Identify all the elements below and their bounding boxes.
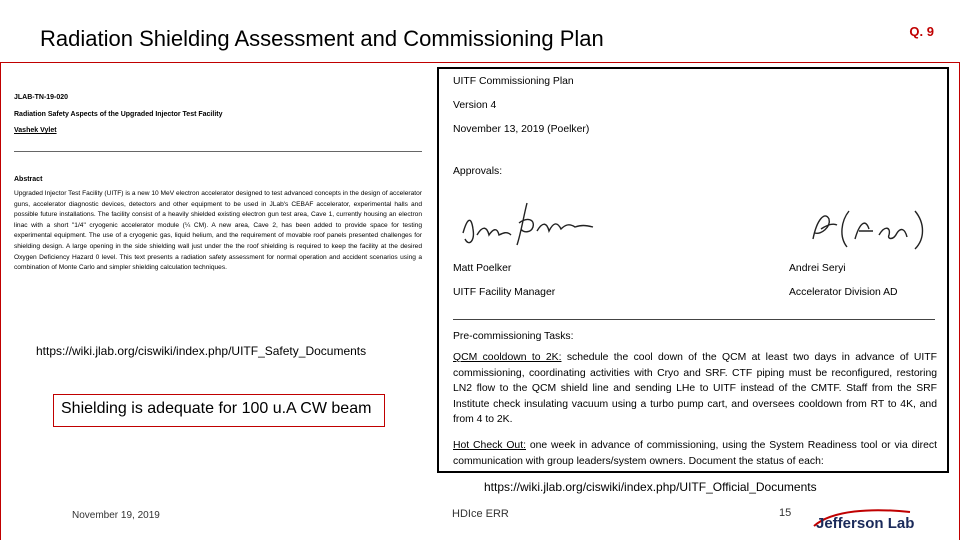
commissioning-plan-image: [437, 67, 949, 473]
abstract-text: Upgraded Injector Test Facility (UITF) is a new 10 MeV electron accelerator designed to test advanced concepts in the design of accelerator guns, accelerator diagnostic devices, detectors and other equipment to be used in JLab's CEBAF accelerator, experimental halls and possible future installations. The facility consist of a heavily shielded existing electron gun test area, Cave 1, currently housing an electron linac with a short "1/4" cryogenic accelerator module (¼ CM). A new area, Cave 2, has been added to provide space for testing experimental equipment. The use of a cryogenic gas, liquid helium, and the requirement of movable roof panels presented challenges for shielding design. A large opening in the side shielding wall just under the the roof shielding is required to keep the facility at the desired Oxygen Deficiency Hazard 0 level. This text presents a radiation safety assessment for normal operation and accident scenarios using a combination of Monte Carlo and simpler shielding calculation techniques.: [14, 190, 422, 272]
tasks-label: Pre-commissioning Tasks:: [453, 331, 574, 342]
tech-note-author: Vashek Vylet: [14, 127, 57, 134]
approver-titles: [453, 287, 947, 301]
signature-row: [453, 189, 947, 267]
task-hot-check-out: [453, 438, 937, 469]
task1-text: schedule the cool down of the QCM at least two days in advance of UITF commissioning, coordinating activities with Cryo and SRF. CTF piping must be reconfigured, restoring LN2 flow to the QCM shield line and sending LHe to UITF instead of the CMTF. Staff from the SRF Institute check insulating vacuum using a turbo pump cart, and oversees cooldown from RT to 4K, and from 4 to 2K.: [453, 352, 937, 426]
jefferson-lab-logo-icon: [812, 506, 924, 532]
signature-poelker-icon: [457, 189, 597, 259]
task2-label: Hot Check Out:: [453, 439, 526, 451]
shielding-callout: Shielding is adequate for 100 u.A CW beam: [53, 394, 385, 427]
left-border: [0, 62, 1, 540]
tech-note-title: Radiation Safety Aspects of the Upgraded Injector Test Facility: [14, 111, 223, 118]
approver-left-title: UITF Facility Manager: [453, 287, 556, 298]
footer-event: HDIce ERR: [452, 508, 509, 520]
title-divider: [0, 62, 960, 63]
official-documents-link[interactable]: https://wiki.jlab.org/ciswiki/index.php/UITF_Official_Documents: [484, 480, 817, 494]
task-qcm-cooldown: [453, 350, 937, 428]
approver-right-title: Accelerator Division AD: [789, 287, 898, 298]
safety-documents-link[interactable]: https://wiki.jlab.org/ciswiki/index.php/UITF_Safety_Documents: [36, 344, 367, 358]
task1-label: QCM cooldown to 2K:: [453, 352, 562, 363]
task2-text: one week in advance of commissioning, using the System Readiness tool or via direct communication with group leaders/system owners. Document the status of each:: [453, 439, 937, 467]
signature-seryi-icon: [803, 189, 933, 259]
plan-version: Version 4: [453, 100, 497, 111]
approver-left-name: Matt Poelker: [453, 263, 512, 274]
abstract-heading: Abstract: [14, 176, 43, 183]
approvals-label: Approvals:: [453, 166, 503, 177]
tech-note-image: [14, 92, 426, 328]
plan-date: November 13, 2019 (Poelker): [453, 124, 590, 135]
slide-title: Radiation Shielding Assessment and Commissioning Plan: [40, 26, 604, 51]
slide-number: Q. 9: [909, 24, 934, 39]
plan-heading: UITF Commissioning Plan: [453, 76, 574, 87]
tech-note-divider: [14, 151, 422, 152]
footer-page-number: 15: [779, 507, 792, 519]
tech-note-id: JLAB-TN-19-020: [14, 94, 69, 101]
approver-right-name: Andrei Seryi: [789, 263, 846, 274]
svg-text:Jefferson Lab: Jefferson Lab: [816, 515, 915, 532]
plan-divider: [453, 319, 935, 320]
approver-names: [453, 263, 947, 277]
footer-date: November 19, 2019: [72, 510, 160, 521]
